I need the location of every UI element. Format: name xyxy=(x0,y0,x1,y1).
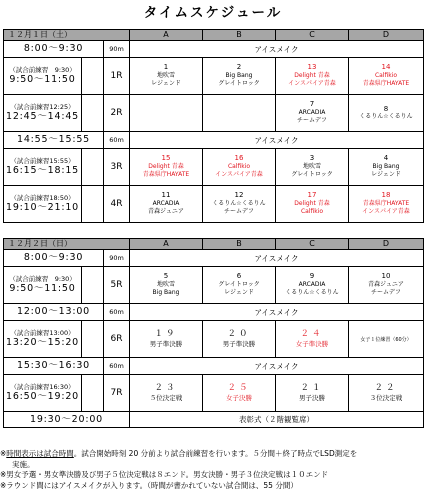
final-row xyxy=(4,375,424,412)
game-number: 10 xyxy=(381,272,391,281)
team-name: Delight 青森 xyxy=(148,162,184,170)
ice-row xyxy=(4,358,424,375)
time-cell xyxy=(4,250,104,267)
notes xyxy=(0,449,426,491)
time-cell xyxy=(4,186,82,223)
game-number: 16 xyxy=(234,154,244,163)
team-name: くるりん☆くるりん xyxy=(212,199,266,207)
note-text: 男女予選・男女準決勝及び男子５位決定戦は８エンド。男女決勝・男子３位決定戦は１０エンド xyxy=(6,470,329,479)
game-cell xyxy=(276,375,349,412)
game-cell xyxy=(349,375,424,412)
ice-make-label: アイスメイク xyxy=(130,304,424,321)
practice-time: （試合前練習16:30） xyxy=(10,383,75,391)
game-cell xyxy=(203,267,276,304)
time-cell xyxy=(4,321,82,358)
team-name: 男子準決勝 xyxy=(222,340,256,348)
game-number: ２１ xyxy=(300,383,324,393)
note-text: 実施。 xyxy=(12,459,35,469)
team-name: 地吹雪 xyxy=(156,71,175,79)
round-row xyxy=(4,95,424,132)
team-name: Big Bang xyxy=(225,71,253,79)
game-number: 13 xyxy=(307,63,317,72)
note-mark: ※ xyxy=(0,449,7,458)
duration-cell: 60m xyxy=(104,132,130,149)
team-name: グレイトロック xyxy=(218,80,260,88)
ice-make-label: アイスメイク xyxy=(130,358,424,375)
practice-time: （試合前練習 9:30） xyxy=(9,275,76,283)
team-name: 地吹雪 xyxy=(156,280,175,288)
round-cell: 2R xyxy=(104,95,130,132)
team-name: 青森県庁HAYATE xyxy=(142,171,190,179)
team-name: Calfikio xyxy=(300,208,324,216)
time-range: 16:50～19:20 xyxy=(5,391,80,402)
ceremony-row xyxy=(4,412,424,428)
date-cell: １２月１日（土） xyxy=(4,30,130,41)
game-cell xyxy=(349,267,424,304)
team-name: Calfikio xyxy=(374,71,398,79)
team-name: グレイトロック xyxy=(218,280,260,288)
game-cell xyxy=(203,321,276,358)
team-name: チームデフ xyxy=(371,289,401,297)
game-number: 9 xyxy=(309,272,315,281)
sheet-header-d: D xyxy=(349,30,424,41)
game-number: 15 xyxy=(161,154,171,163)
sheet-header-d: D xyxy=(349,239,424,250)
sheet-header-a: A xyxy=(130,239,203,250)
round-cell: 1R xyxy=(104,58,130,95)
round-cell: 7R xyxy=(104,375,130,412)
time-cell xyxy=(4,358,104,375)
spacer-cell xyxy=(82,321,104,358)
team-name: Big Bang xyxy=(372,162,400,170)
ice-row xyxy=(4,41,424,58)
game-number: 12 xyxy=(234,191,244,200)
note-emphasis: 時間表示は試合時間 xyxy=(6,449,74,458)
page-title: タイムスケジュール xyxy=(143,5,283,21)
time-range: 15:30～16:30 xyxy=(16,360,91,371)
round-row xyxy=(4,186,424,223)
team-name: ５位決定戦 xyxy=(149,394,183,402)
game-cell xyxy=(203,95,276,132)
practice-time: （試合前練習18:50） xyxy=(10,194,75,202)
team-name: 男子準決勝 xyxy=(149,340,183,348)
time-range: 12:00～13:00 xyxy=(16,306,91,317)
team-name: 青森ジュニア xyxy=(148,208,184,216)
team-name: 女子決勝 xyxy=(226,394,252,402)
duration-cell: 60m xyxy=(104,358,130,375)
game-cell xyxy=(203,375,276,412)
game-number: 2 xyxy=(236,63,242,72)
time-cell xyxy=(4,95,82,132)
time-range: 8:00～9:30 xyxy=(23,252,84,263)
game-cell xyxy=(349,58,424,95)
game-cell xyxy=(276,321,349,358)
spacer-cell xyxy=(82,267,104,304)
sheet-header-c: C xyxy=(276,239,349,250)
schedule-table xyxy=(3,29,424,223)
team-name: インスパイア青森 xyxy=(288,80,336,88)
time-cell xyxy=(4,58,82,95)
game-cell xyxy=(203,186,276,223)
sheet-header-c: C xyxy=(276,30,349,41)
game-number: 11 xyxy=(161,191,171,200)
game-cell xyxy=(203,149,276,186)
time-range: 16:15～18:15 xyxy=(5,165,80,176)
time-cell xyxy=(4,412,130,428)
note-mark: ※ xyxy=(0,470,7,479)
round-row xyxy=(4,58,424,95)
team-name: 青森県庁HAYATE xyxy=(362,80,410,88)
time-range: 14:55～15:55 xyxy=(16,134,91,145)
schedule-table xyxy=(3,238,424,428)
practice-time: （試合前練習13:00） xyxy=(10,329,75,337)
note-text: 。試合開始時刻 20 分前より試合前練習を行います。５分間＋終了時点でLSD測定を xyxy=(73,449,358,458)
game-cell xyxy=(276,149,349,186)
note-line xyxy=(0,460,426,471)
team-name: 女子準決勝 xyxy=(295,340,329,348)
spacer-cell xyxy=(82,58,104,95)
duration-cell: 60m xyxy=(104,304,130,321)
team-name: くるりん☆くるりん xyxy=(285,289,339,297)
time-range: 9:50～11:50 xyxy=(9,283,76,294)
ceremony-label: 表彰式（２階観覧席） xyxy=(130,412,424,428)
ice-make-label: アイスメイク xyxy=(130,250,424,267)
game-number: １９ xyxy=(154,329,178,339)
practice-time: （試合前練習 9:30） xyxy=(9,66,76,74)
game-cell xyxy=(276,58,349,95)
sheet-header-b: B xyxy=(203,239,276,250)
time-cell xyxy=(4,267,82,304)
practice-time: （試合前練習12:25） xyxy=(10,103,75,111)
game-cell xyxy=(130,321,203,358)
game-number: 1 xyxy=(163,63,169,72)
time-range: 19:10～21:10 xyxy=(5,202,80,213)
round-cell: 4R xyxy=(104,186,130,223)
note-mark: ※ xyxy=(0,480,7,490)
duration-cell: 90m xyxy=(104,41,130,58)
note-text: ラウンド間にはアイスメイクが入ります。（時間が書かれていない試合間は、55 分間） xyxy=(6,480,298,490)
duration-cell: 90m xyxy=(104,250,130,267)
game-number: 18 xyxy=(381,191,391,200)
game-cell xyxy=(349,149,424,186)
header-row xyxy=(4,239,424,250)
practice-time: （試合前練習15:55） xyxy=(10,157,75,165)
team-name: レジェンド xyxy=(371,171,401,179)
round-cell: 5R xyxy=(104,267,130,304)
spacer-cell xyxy=(82,186,104,223)
team-name: ARCADIA xyxy=(298,280,326,288)
team-name: Big Bang xyxy=(152,289,180,297)
time-cell xyxy=(4,375,82,412)
time-cell xyxy=(4,304,104,321)
game-number: 7 xyxy=(309,100,315,109)
game-number: 8 xyxy=(383,104,389,113)
game-number: ２２ xyxy=(374,383,398,393)
game-cell xyxy=(130,149,203,186)
team-name: 男子決勝 xyxy=(299,394,325,402)
game-number: 17 xyxy=(307,191,317,200)
team-name: ARCADIA xyxy=(152,199,180,207)
team-name: Delight 青森 xyxy=(294,71,330,79)
game-cell xyxy=(130,186,203,223)
round-cell: 3R xyxy=(104,149,130,186)
game-cell xyxy=(130,58,203,95)
spacer-cell xyxy=(82,95,104,132)
team-name: レジェンド xyxy=(151,80,181,88)
game-number: 6 xyxy=(236,272,242,281)
game-cell xyxy=(203,58,276,95)
game-number: ２５ xyxy=(227,383,251,393)
team-name: Calfikio xyxy=(227,162,251,170)
game-cell xyxy=(349,186,424,223)
ice-row xyxy=(4,132,424,149)
team-name: 地吹雪 xyxy=(302,162,321,170)
sheet-header-b: B xyxy=(203,30,276,41)
team-name: ARCADIA xyxy=(298,108,326,116)
game-cell xyxy=(130,95,203,132)
time-range: 8:00～9:30 xyxy=(23,43,84,54)
game-cell xyxy=(130,267,203,304)
header-row xyxy=(4,30,424,41)
note-line xyxy=(0,470,426,481)
game-cell xyxy=(130,375,203,412)
spacer-cell xyxy=(82,149,104,186)
round-cell: 6R xyxy=(104,321,130,358)
game-number: 5 xyxy=(163,272,169,281)
team-name: 青森ジュニア xyxy=(368,280,404,288)
note-line xyxy=(0,481,426,492)
team-name: チームデフ xyxy=(224,208,254,216)
time-cell xyxy=(4,149,82,186)
time-cell xyxy=(4,41,104,58)
time-range: 13:20～15:20 xyxy=(5,337,80,348)
team-name: ３位決定戦 xyxy=(369,394,403,402)
team-name: くるりん☆くるりん xyxy=(359,113,413,120)
spacer-cell xyxy=(82,375,104,412)
final-row xyxy=(4,321,424,358)
team-name: チームデフ xyxy=(297,117,327,125)
game-cell: 女子１位練習（60分） xyxy=(349,321,424,358)
game-number: 4 xyxy=(383,154,389,163)
game-number: ２４ xyxy=(300,329,324,339)
game-number: 3 xyxy=(309,154,315,163)
ice-row xyxy=(4,304,424,321)
ice-make-label: アイスメイク xyxy=(130,132,424,149)
ice-row xyxy=(4,250,424,267)
round-row xyxy=(4,149,424,186)
time-range: 9:50～11:50 xyxy=(9,74,76,85)
time-range: 19:30～20:00 xyxy=(29,413,104,425)
team-name: Delight 青森 xyxy=(294,199,330,207)
game-cell xyxy=(276,95,349,132)
ice-make-label: アイスメイク xyxy=(130,41,424,58)
note-line xyxy=(0,449,426,460)
team-name: レジェンド xyxy=(224,289,254,297)
sheet-header-a: A xyxy=(130,30,203,41)
team-name: グレイトロック xyxy=(291,171,333,179)
game-cell xyxy=(349,95,424,132)
team-name: 青森県庁HAYATE xyxy=(362,199,410,207)
team-name: インスパイア青森 xyxy=(215,171,263,179)
game-number: 14 xyxy=(381,63,391,72)
time-cell xyxy=(4,132,104,149)
game-cell xyxy=(276,186,349,223)
time-range: 12:45～14:45 xyxy=(5,111,80,122)
game-number: ２３ xyxy=(154,383,178,393)
date-cell: １２月２日（日） xyxy=(4,239,130,250)
round-row xyxy=(4,267,424,304)
game-number: ２０ xyxy=(227,329,251,339)
game-cell xyxy=(276,267,349,304)
team-name: インスパイア青森 xyxy=(362,208,410,216)
